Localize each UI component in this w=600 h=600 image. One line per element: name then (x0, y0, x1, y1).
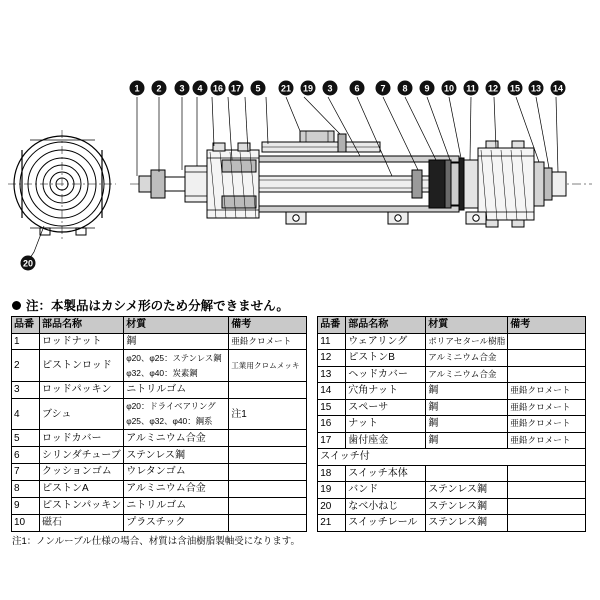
svg-text:15: 15 (509, 83, 521, 94)
footnote-text: 注1：ノンルーブル仕様の場合、材質は含油樹脂製軸受になります。 (12, 536, 301, 547)
cell-name: シリンダチューブ (40, 447, 124, 464)
svg-text:21: 21 (280, 83, 292, 94)
header-material: 材質 (124, 317, 229, 334)
table-row (12, 497, 307, 514)
cell-material: プラスチック (124, 514, 229, 531)
cell-material: ウレタンゴム (124, 464, 229, 481)
header-remarks: 備考 (229, 317, 307, 334)
parts-table-left (11, 316, 307, 532)
cell-no: 16 (318, 416, 346, 433)
table-row (12, 333, 307, 350)
product-note-text: 注：本製品はカシメ形のため分解できません。 (26, 299, 289, 313)
cell-no: 10 (12, 514, 40, 531)
table-row (12, 514, 307, 531)
parts-table-right (317, 316, 586, 532)
svg-text:13: 13 (530, 83, 542, 94)
product-note (12, 296, 289, 314)
cell-name: 歯付座金 (346, 432, 426, 449)
svg-text:2: 2 (156, 83, 162, 94)
table-row (318, 383, 586, 400)
cell-remarks (229, 480, 307, 497)
cell-name: スイッチレール (346, 515, 426, 532)
cell-name: ピストンB (346, 350, 426, 367)
cell-no: 15 (318, 399, 346, 416)
cell-name: ウェアリング (346, 333, 426, 350)
cell-no: 12 (318, 350, 346, 367)
cell-remarks (229, 497, 307, 514)
svg-text:9: 9 (424, 83, 430, 94)
cell-no: 3 (12, 381, 40, 398)
table-row (318, 432, 586, 449)
cell-remarks (508, 498, 586, 515)
end-view (8, 130, 116, 240)
cell-no: 1 (12, 333, 40, 350)
cell-material (426, 465, 508, 482)
header-material: 材質 (426, 317, 508, 334)
cell-no: 13 (318, 366, 346, 383)
cell-material: 鋼 (426, 383, 508, 400)
svg-text:19: 19 (302, 83, 314, 94)
header-name: 部品名称 (346, 317, 426, 334)
table-row (318, 333, 586, 350)
cell-material: アルミニウム合金 (426, 366, 508, 383)
header-name: 部品名称 (40, 317, 124, 334)
cell-remarks: 亜鉛クロメート (229, 333, 307, 350)
svg-text:16: 16 (212, 83, 224, 94)
cell-remarks (508, 333, 586, 350)
header-remarks: 備考 (508, 317, 586, 334)
table-row (12, 447, 307, 464)
cell-name: ロッドナット (40, 333, 124, 350)
cell-material: アルミニウム合金 (124, 430, 229, 447)
cell-remarks (508, 366, 586, 383)
cell-material: 鋼 (426, 399, 508, 416)
cell-material: 鋼 (426, 416, 508, 433)
svg-text:7: 7 (380, 83, 386, 94)
table-row (318, 465, 586, 482)
cell-remarks: 亜鉛クロメート (508, 416, 586, 433)
cell-remarks (229, 447, 307, 464)
svg-text:10: 10 (443, 83, 455, 94)
table-row (318, 350, 586, 367)
cell-remarks (508, 350, 586, 367)
cell-remarks: 亜鉛クロメート (508, 399, 586, 416)
table-header-row (12, 317, 307, 334)
cell-no: 7 (12, 464, 40, 481)
cell-material: φ20：ドライベアリング φ25、φ32、φ40：鋼系 (124, 398, 229, 430)
table-row (12, 398, 307, 430)
cell-remarks (508, 515, 586, 532)
cell-material: ポリアセタール樹脂 (426, 333, 508, 350)
cell-no: 17 (318, 432, 346, 449)
cell-group-label: スイッチ付 (318, 449, 586, 466)
cell-no: 8 (12, 480, 40, 497)
table-header-row (318, 317, 586, 334)
table-row (318, 515, 586, 532)
cell-no: 19 (318, 482, 346, 499)
cell-name: ロッドカバー (40, 430, 124, 447)
cell-no: 14 (318, 383, 346, 400)
table-row (12, 480, 307, 497)
cell-material: 鋼 (124, 333, 229, 350)
cell-no: 5 (12, 430, 40, 447)
svg-text:4: 4 (197, 83, 203, 94)
cell-no: 9 (12, 497, 40, 514)
cell-no: 6 (12, 447, 40, 464)
svg-text:12: 12 (487, 83, 499, 94)
cell-remarks (229, 381, 307, 398)
cell-name: 磁石 (40, 514, 124, 531)
cell-material: φ20、φ25：ステンレス鋼 φ32、φ40：炭素鋼 (124, 350, 229, 382)
cylinder-assembly-drawing (0, 0, 600, 292)
header-no: 品番 (318, 317, 346, 334)
cell-name: ブシュ (40, 398, 124, 430)
cell-name: 穴角ナット (346, 383, 426, 400)
cell-name: ナット (346, 416, 426, 433)
table-row (12, 381, 307, 398)
cell-remarks: 注1 (229, 398, 307, 430)
cell-no: 21 (318, 515, 346, 532)
cell-material: ステンレス鋼 (426, 482, 508, 499)
table-row (318, 399, 586, 416)
cell-remarks (229, 430, 307, 447)
cell-material: アルミニウム合金 (124, 480, 229, 497)
table-row (318, 366, 586, 383)
cell-no: 11 (318, 333, 346, 350)
svg-text:1: 1 (134, 83, 140, 94)
cell-no: 20 (318, 498, 346, 515)
cell-no: 2 (12, 350, 40, 382)
table-row-group-label (318, 449, 586, 466)
cell-material: ニトリルゴム (124, 381, 229, 398)
cell-no: 4 (12, 398, 40, 430)
table-gap (307, 316, 317, 532)
cell-material: ニトリルゴム (124, 497, 229, 514)
svg-text:17: 17 (230, 83, 242, 94)
svg-text:8: 8 (402, 83, 408, 94)
cell-name: バンド (346, 482, 426, 499)
table-row (318, 482, 586, 499)
table-row (12, 430, 307, 447)
cell-name: ピストンロッド (40, 350, 124, 382)
table-row (12, 464, 307, 481)
cell-name: クッションゴム (40, 464, 124, 481)
cell-remarks (508, 482, 586, 499)
cell-remarks: 工業用クロムメッキ (229, 350, 307, 382)
bullet-icon (12, 301, 21, 310)
cell-material: アルミニウム合金 (426, 350, 508, 367)
cell-name: なべ小ねじ (346, 498, 426, 515)
cell-remarks: 亜鉛クロメート (508, 432, 586, 449)
cell-material: 鋼 (426, 432, 508, 449)
table-row (318, 416, 586, 433)
cell-material: ステンレス鋼 (124, 447, 229, 464)
cell-remarks (508, 465, 586, 482)
cell-name: スペーサ (346, 399, 426, 416)
svg-text:3: 3 (327, 83, 333, 94)
svg-text:5: 5 (255, 83, 261, 94)
cell-name: スイッチ本体 (346, 465, 426, 482)
cell-remarks (229, 514, 307, 531)
svg-text:20: 20 (22, 258, 34, 269)
table-row (318, 498, 586, 515)
table-row (12, 350, 307, 382)
cell-material: ステンレス鋼 (426, 515, 508, 532)
cell-name: ロッドパッキン (40, 381, 124, 398)
header-no: 品番 (12, 317, 40, 334)
parts-tables (11, 316, 589, 532)
cell-name: ピストンA (40, 480, 124, 497)
longitudinal-section (130, 131, 592, 227)
svg-text:11: 11 (466, 83, 476, 94)
svg-text:6: 6 (354, 83, 360, 94)
cell-name: ピストンパッキン (40, 497, 124, 514)
cell-remarks: 亜鉛クロメート (508, 383, 586, 400)
cell-name: ヘッドカバー (346, 366, 426, 383)
cell-material: ステンレス鋼 (426, 498, 508, 515)
cell-remarks (229, 464, 307, 481)
svg-text:14: 14 (552, 83, 564, 94)
cell-no: 18 (318, 465, 346, 482)
svg-text:3: 3 (179, 83, 185, 94)
